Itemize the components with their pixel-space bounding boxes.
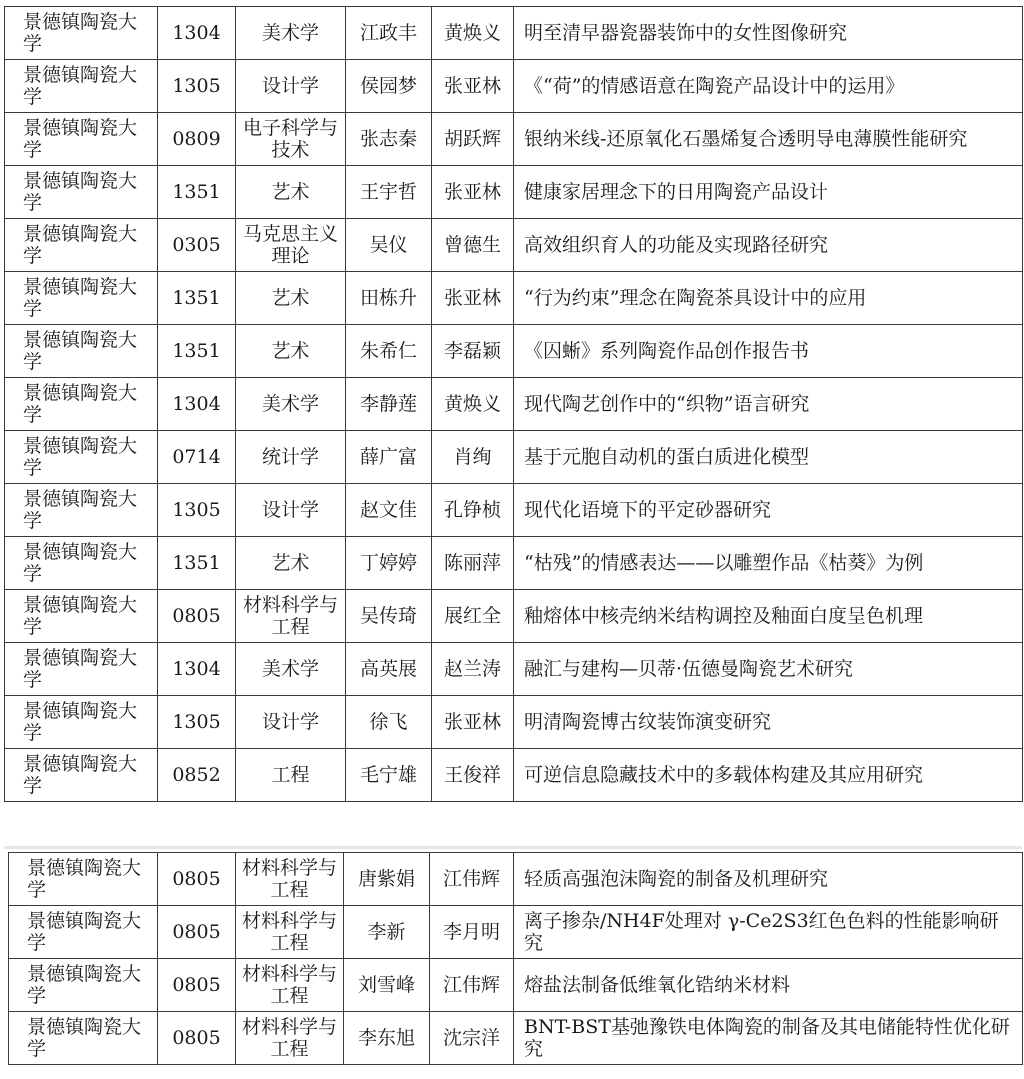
university-cell: 景德镇陶瓷大学 [5,60,158,113]
table-row [5,378,1023,431]
table-row [5,219,1023,272]
discipline-name-cell: 电子科学与技术 [236,113,346,166]
student-name-cell: 朱希仁 [346,325,432,378]
university-cell: 景德镇陶瓷大学 [9,959,158,1012]
thesis-title-cell: 离子掺杂/NH4F处理对 γ-Ce2S3红色色料的性能影响研究 [514,906,1023,959]
advisor-name-cell: 孔铮桢 [432,484,514,537]
advisor-name-cell: 展红全 [432,590,514,643]
discipline-code-cell: 0805 [158,853,236,906]
table-row [9,959,1023,1012]
discipline-name-cell: 材料科学与工程 [236,590,346,643]
table-row [5,590,1023,643]
page-break-divider [4,846,1022,849]
thesis-title-cell: “枯残”的情感表达——以雕塑作品《枯葵》为例 [514,537,1023,590]
university-cell: 景德镇陶瓷大学 [5,590,158,643]
advisor-name-cell: 王俊祥 [432,749,514,802]
student-name-cell: 刘雪峰 [344,959,430,1012]
thesis-title-cell: 融汇与建构—贝蒂·伍德曼陶瓷艺术研究 [514,643,1023,696]
university-cell: 景德镇陶瓷大学 [5,219,158,272]
university-cell: 景德镇陶瓷大学 [9,1012,158,1065]
advisor-name-cell: 黄焕义 [432,7,514,60]
thesis-title-cell: 高效组织育人的功能及实现路径研究 [514,219,1023,272]
university-cell: 景德镇陶瓷大学 [5,113,158,166]
university-cell: 景德镇陶瓷大学 [5,749,158,802]
student-name-cell: 李静莲 [346,378,432,431]
advisor-name-cell: 陈丽萍 [432,537,514,590]
discipline-name-cell: 艺术 [236,537,346,590]
thesis-title-cell: 基于元胞自动机的蛋白质进化模型 [514,431,1023,484]
university-cell: 景德镇陶瓷大学 [5,643,158,696]
student-name-cell: 李东旭 [344,1012,430,1065]
table-row [5,166,1023,219]
university-cell: 景德镇陶瓷大学 [5,484,158,537]
thesis-table-top-body [5,7,1023,802]
university-cell: 景德镇陶瓷大学 [5,325,158,378]
advisor-name-cell: 张亚林 [432,60,514,113]
discipline-code-cell: 0805 [158,959,236,1012]
table-row [9,1012,1023,1065]
thesis-title-cell: 《囚蜥》系列陶瓷作品创作报告书 [514,325,1023,378]
advisor-name-cell: 肖绚 [432,431,514,484]
thesis-title-cell: 可逆信息隐藏技术中的多载体构建及其应用研究 [514,749,1023,802]
discipline-name-cell: 材料科学与工程 [236,906,344,959]
advisor-name-cell: 江伟辉 [430,853,514,906]
student-name-cell: 唐紫娟 [344,853,430,906]
advisor-name-cell: 沈宗洋 [430,1012,514,1065]
discipline-code-cell: 1304 [158,378,236,431]
advisor-name-cell: 张亚林 [432,696,514,749]
discipline-name-cell: 设计学 [236,484,346,537]
thesis-title-cell: 釉熔体中核壳纳米结构调控及釉面白度呈色机理 [514,590,1023,643]
student-name-cell: 薛广富 [346,431,432,484]
advisor-name-cell: 李磊颖 [432,325,514,378]
student-name-cell: 丁婷婷 [346,537,432,590]
advisor-name-cell: 江伟辉 [430,959,514,1012]
thesis-title-cell: 健康家居理念下的日用陶瓷产品设计 [514,166,1023,219]
thesis-title-cell: 《“荷”的情感语意在陶瓷产品设计中的运用》 [514,60,1023,113]
thesis-title-cell: BNT-BST基弛豫铁电体陶瓷的制备及其电储能特性优化研究 [514,1012,1023,1065]
discipline-code-cell: 0714 [158,431,236,484]
discipline-code-cell: 1305 [158,60,236,113]
thesis-title-cell: “行为约束”理念在陶瓷茶具设计中的应用 [514,272,1023,325]
advisor-name-cell: 胡跃辉 [432,113,514,166]
table-row [9,853,1023,906]
discipline-name-cell: 材料科学与工程 [236,959,344,1012]
thesis-table-bottom [8,852,1023,1065]
student-name-cell: 江政丰 [346,7,432,60]
discipline-name-cell: 材料科学与工程 [236,853,344,906]
table-row [9,906,1023,959]
discipline-code-cell: 1351 [158,272,236,325]
discipline-name-cell: 美术学 [236,7,346,60]
discipline-code-cell: 1351 [158,325,236,378]
advisor-name-cell: 张亚林 [432,272,514,325]
discipline-name-cell: 艺术 [236,325,346,378]
thesis-title-cell: 熔盐法制备低维氧化锆纳米材料 [514,959,1023,1012]
discipline-name-cell: 艺术 [236,272,346,325]
university-cell: 景德镇陶瓷大学 [9,853,158,906]
discipline-code-cell: 1351 [158,537,236,590]
table-row [5,272,1023,325]
discipline-name-cell: 工程 [236,749,346,802]
discipline-name-cell: 马克思主义理论 [236,219,346,272]
table-row [5,7,1023,60]
thesis-title-cell: 现代陶艺创作中的“织物”语言研究 [514,378,1023,431]
advisor-name-cell: 黄焕义 [432,378,514,431]
table-row [5,60,1023,113]
advisor-name-cell: 曾德生 [432,219,514,272]
university-cell: 景德镇陶瓷大学 [5,272,158,325]
thesis-table-top [4,6,1023,802]
table-row [5,431,1023,484]
discipline-name-cell: 材料科学与工程 [236,1012,344,1065]
university-cell: 景德镇陶瓷大学 [5,537,158,590]
table-row [5,643,1023,696]
student-name-cell: 高英展 [346,643,432,696]
student-name-cell: 李新 [344,906,430,959]
discipline-name-cell: 统计学 [236,431,346,484]
advisor-name-cell: 李月明 [430,906,514,959]
student-name-cell: 毛宁雄 [346,749,432,802]
discipline-name-cell: 美术学 [236,643,346,696]
thesis-title-cell: 现代化语境下的平定砂器研究 [514,484,1023,537]
university-cell: 景德镇陶瓷大学 [9,906,158,959]
table-row [5,113,1023,166]
advisor-name-cell: 赵兰涛 [432,643,514,696]
discipline-code-cell: 0305 [158,219,236,272]
thesis-table-bottom-body [9,853,1023,1065]
student-name-cell: 吴传琦 [346,590,432,643]
discipline-name-cell: 艺术 [236,166,346,219]
university-cell: 景德镇陶瓷大学 [5,7,158,60]
discipline-code-cell: 1305 [158,696,236,749]
student-name-cell: 田栋升 [346,272,432,325]
discipline-name-cell: 美术学 [236,378,346,431]
discipline-code-cell: 1304 [158,7,236,60]
university-cell: 景德镇陶瓷大学 [5,378,158,431]
thesis-title-cell: 明清陶瓷博古纹装饰演变研究 [514,696,1023,749]
table-row [5,325,1023,378]
student-name-cell: 侯园梦 [346,60,432,113]
thesis-title-cell: 明至清早器瓷器装饰中的女性图像研究 [514,7,1023,60]
discipline-code-cell: 0805 [158,906,236,959]
table-row [5,696,1023,749]
student-name-cell: 王宇哲 [346,166,432,219]
student-name-cell: 张志秦 [346,113,432,166]
table-row [5,749,1023,802]
discipline-code-cell: 0805 [158,1012,236,1065]
student-name-cell: 吴仪 [346,219,432,272]
discipline-code-cell: 0809 [158,113,236,166]
student-name-cell: 赵文佳 [346,484,432,537]
table-row [5,537,1023,590]
student-name-cell: 徐飞 [346,696,432,749]
university-cell: 景德镇陶瓷大学 [5,166,158,219]
thesis-title-cell: 轻质高强泡沫陶瓷的制备及机理研究 [514,853,1023,906]
table-row [5,484,1023,537]
discipline-name-cell: 设计学 [236,60,346,113]
advisor-name-cell: 张亚林 [432,166,514,219]
university-cell: 景德镇陶瓷大学 [5,696,158,749]
discipline-code-cell: 1304 [158,643,236,696]
discipline-code-cell: 0805 [158,590,236,643]
university-cell: 景德镇陶瓷大学 [5,431,158,484]
discipline-code-cell: 1305 [158,484,236,537]
discipline-name-cell: 设计学 [236,696,346,749]
discipline-code-cell: 1351 [158,166,236,219]
discipline-code-cell: 0852 [158,749,236,802]
thesis-title-cell: 银纳米线-还原氧化石墨烯复合透明导电薄膜性能研究 [514,113,1023,166]
